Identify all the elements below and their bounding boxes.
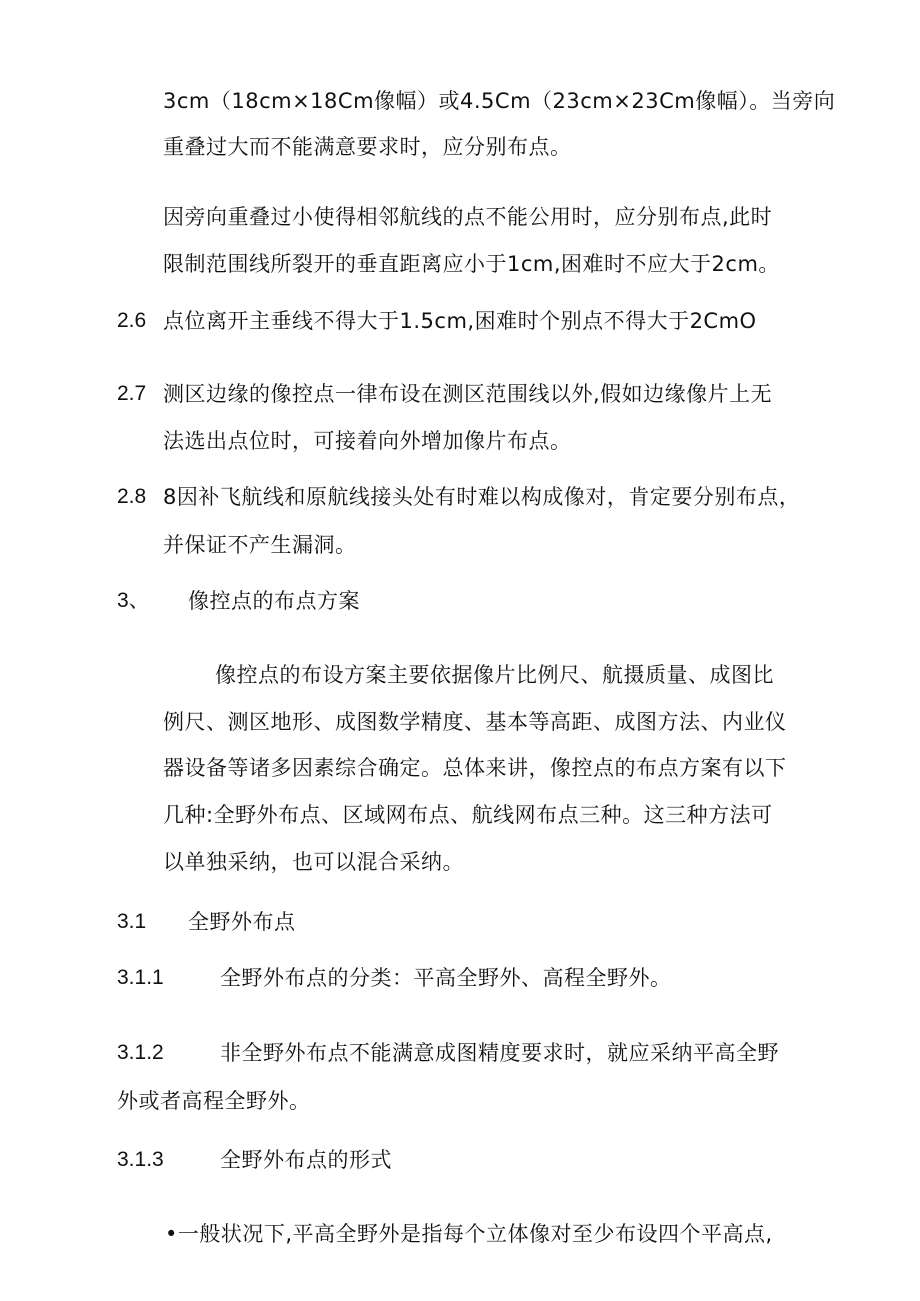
text-line: 例尺、测区地形、成图数学精度、基本等高距、成图方法、内业仪: [163, 710, 787, 734]
section-number: 2.8: [117, 485, 147, 508]
text-line: 法选出点位时，可接着向外增加像片布点。: [163, 429, 572, 453]
text-line: 3cm（18cm×18Cm像幅）或4.5Cm（23cm×23Cm像幅）。当旁向: [163, 89, 836, 113]
text-line: 重叠过大而不能满意要求时，应分别布点。: [163, 135, 572, 159]
text-line: 全野外布点的分类：平高全野外、高程全野外。: [220, 966, 672, 990]
bullet-line: •一般状况下,平高全野外是指每个立体像对至少布设四个平高点,: [165, 1222, 773, 1246]
text-line: 测区边缘的像控点一律布设在测区范围线以外,假如边缘像片上无: [163, 382, 773, 406]
text-line: 非全野外布点不能满意成图精度要求时，就应采纳平高全野: [220, 1041, 779, 1065]
text-line: 几种:全野外布点、区域网布点、航线网布点三种。这三种方法可: [163, 803, 773, 827]
text-line: 限制范围线所裂开的垂直距离应小于1cm,困难时不应大于2cm。: [163, 252, 780, 276]
text-line: 器设备等诸多因素综合确定。总体来讲，像控点的布点方案有以下: [163, 756, 787, 780]
text-line: 8因补飞航线和原航线接头处有时难以构成像对，肯定要分别布点，: [163, 485, 801, 509]
section-number: 2.7: [117, 382, 147, 405]
section-number: 3.1.1: [117, 966, 164, 989]
section-number: 3.1.3: [117, 1148, 164, 1171]
section-number: 3、: [117, 589, 150, 612]
section-number: 3.1: [117, 910, 147, 933]
text-line: 外或者高程全野外。: [117, 1089, 311, 1113]
text-line: 以单独采纳，也可以混合采纳。: [163, 850, 464, 874]
section-number: 2.6: [117, 309, 147, 332]
text-line: 因旁向重叠过小使得相邻航线的点不能公用时，应分别布点,此时: [163, 205, 773, 229]
section-heading: 全野外布点的形式: [220, 1148, 392, 1172]
text-line: 并保证不产生漏洞。: [163, 533, 357, 557]
text-line: 像控点的布设方案主要依据像片比例尺、航摄质量、成图比: [215, 663, 774, 687]
section-heading: 像控点的布点方案: [188, 589, 360, 613]
section-heading: 全野外布点: [188, 910, 296, 934]
section-number: 3.1.2: [117, 1041, 164, 1064]
text-line: 点位离开主垂线不得大于1.5cm,困难时个别点不得大于2CmO: [163, 309, 757, 333]
